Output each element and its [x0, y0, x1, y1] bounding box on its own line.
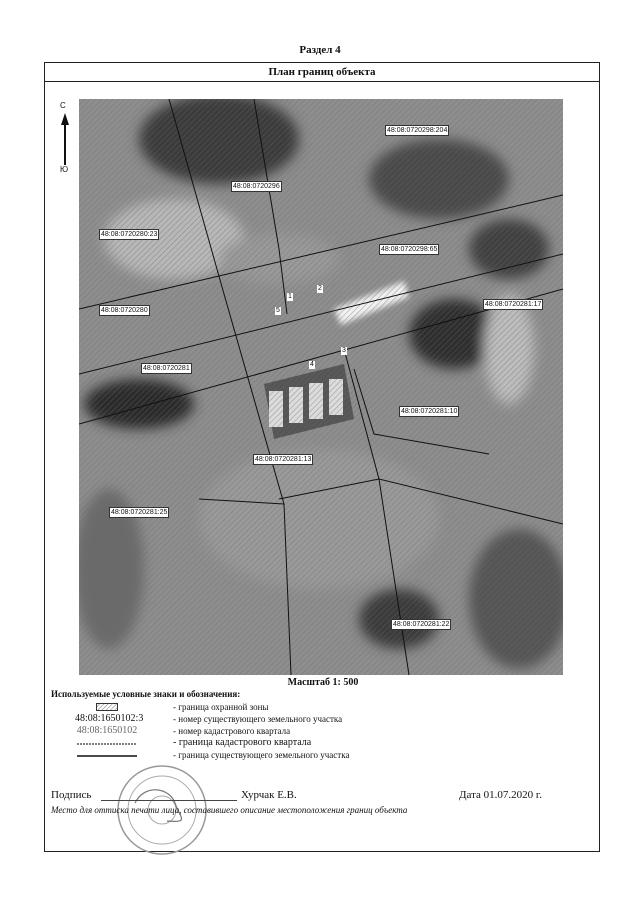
aerial-map [79, 99, 563, 675]
signature-line [101, 800, 237, 801]
map-label: 48:08:0720281:13 [255, 456, 312, 463]
legend-text: - граница существующего земельного участка [173, 750, 350, 760]
map-label: 48:08:0720280:23 [101, 231, 158, 238]
arrow-icon [55, 111, 75, 201]
document-frame [44, 62, 600, 852]
point-label: 4 [310, 361, 314, 368]
stamp-note: Место для оттиска печати лица, составившего описание местоположения границ объекта [51, 805, 408, 815]
map-label: 48:08:0720281:17 [485, 301, 542, 308]
legend-symbol: 48:08:1650102 [76, 725, 138, 736]
map-scale: Масштаб 1: 500 [287, 677, 359, 688]
point-label: 1 [288, 293, 292, 300]
point-label: 2 [318, 285, 322, 292]
map-label: 48:08:0720281:22 [393, 621, 450, 628]
south-label: Ю [60, 165, 69, 174]
legend-text: - номер кадастрового квартала [173, 726, 291, 736]
map-label: 48:08:0720298:204 [387, 127, 448, 134]
legend-text: - граница охранной зоны [173, 702, 269, 712]
legend-text: - номер существующего земельного участка [173, 714, 343, 724]
solid-line-icon [75, 749, 139, 762]
legend-row [45, 701, 601, 713]
legend-row [45, 737, 601, 749]
legend-text: - граница кадастрового квартала [173, 737, 312, 748]
map-graphics [79, 99, 563, 675]
point-label: 3 [342, 347, 346, 354]
legend-row [45, 725, 601, 737]
signer-name: Хурчак Е.В. [241, 789, 297, 801]
north-arrow [55, 101, 75, 201]
legend-row [45, 749, 601, 761]
map-label: 48:08:0720296 [233, 183, 280, 190]
north-label: С [60, 101, 66, 110]
section-title: Раздел 4 [299, 44, 341, 56]
map-label: 48:08:0720298:65 [381, 246, 438, 253]
signature-row [51, 789, 595, 803]
signature-label: Подпись [51, 789, 92, 801]
legend-header: Используемые условные знаки и обозначения: [51, 689, 241, 699]
plan-title: План границ объекта [45, 63, 599, 82]
point-label: 5 [276, 307, 280, 314]
document-date: Дата 01.07.2020 г. [459, 789, 542, 801]
map-label: 48:08:0720281:25 [111, 509, 168, 516]
map-label: 48:08:0720281 [143, 365, 190, 372]
map-label: 48:08:0720280 [101, 307, 148, 314]
legend-row [45, 713, 601, 725]
map-label: 48:08:0720281:10 [401, 408, 458, 415]
legend-symbol: 48:08:1650102:3 [75, 713, 144, 724]
